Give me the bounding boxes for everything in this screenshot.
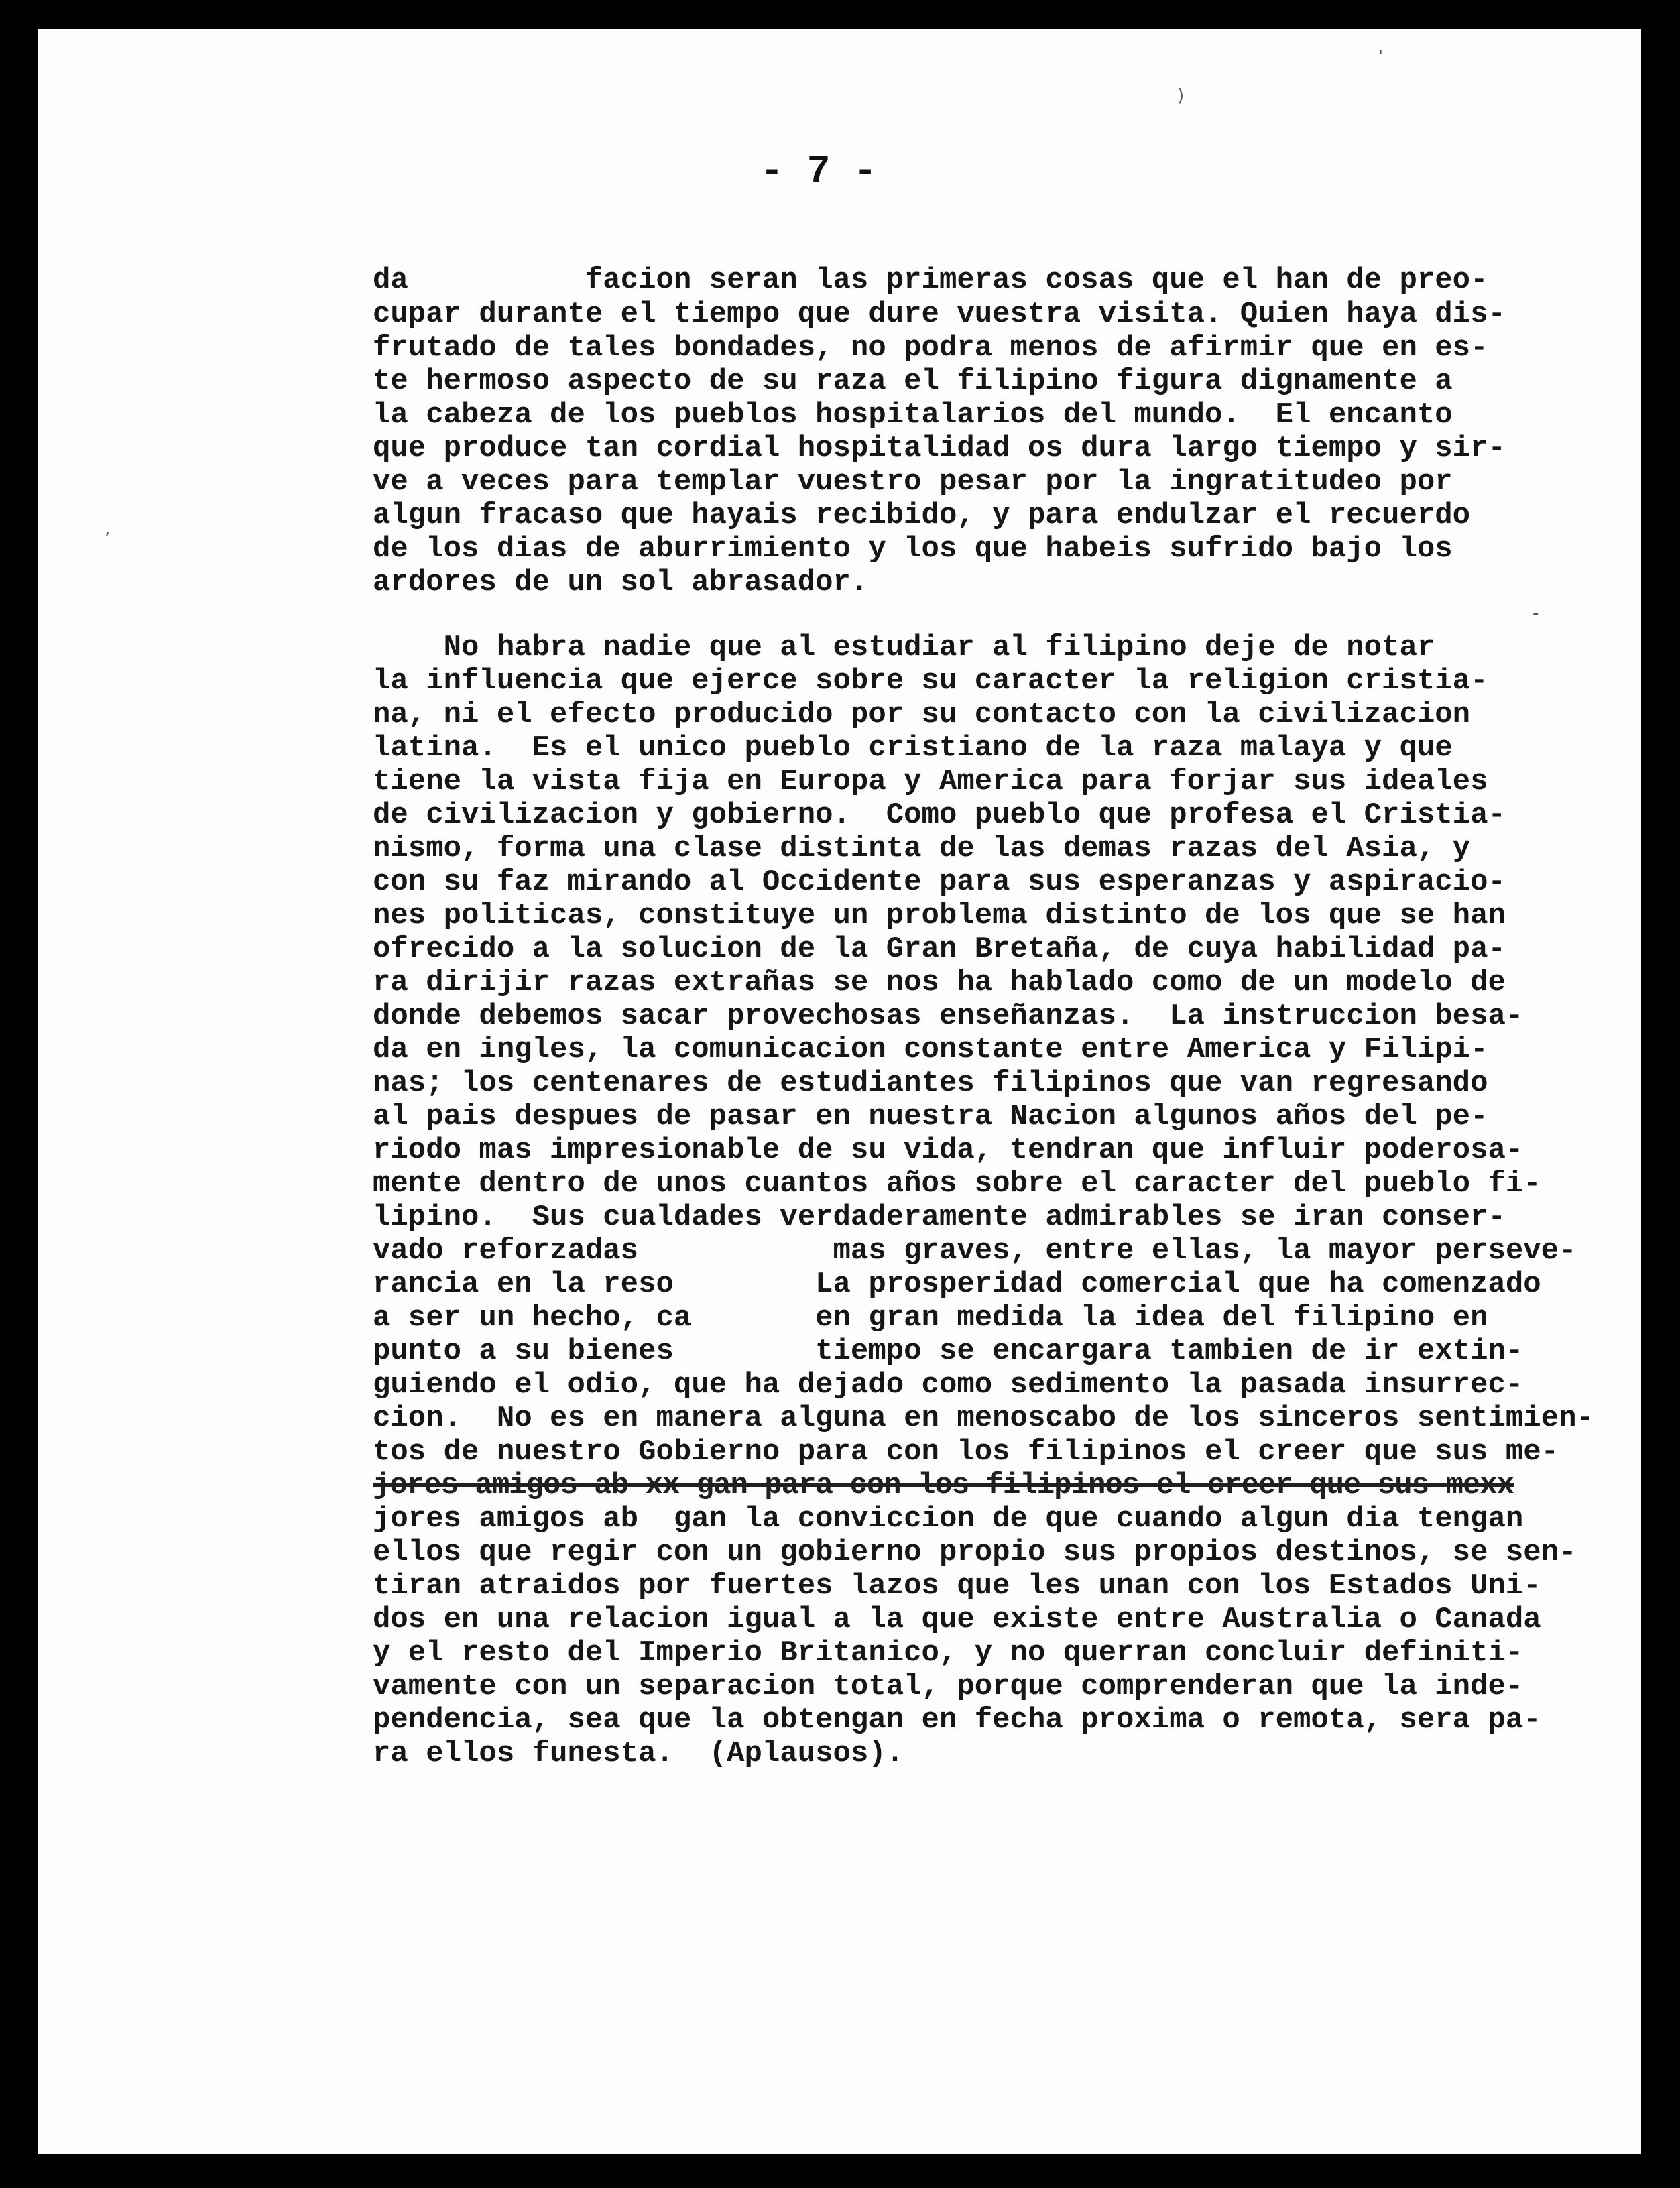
text-line: de los dias de aburrimiento y los que habeis sufrido bajo los <box>373 532 1453 566</box>
text-line: ra dirijir razas extrañas se nos ha hablado como de un modelo de <box>373 966 1506 999</box>
text-line: guiendo el odio, que ha dejado como sedimento la pasada insurrec- <box>373 1368 1524 1402</box>
text-line: que produce tan cordial hospitalidad os dura largo tiempo y sir- <box>373 432 1506 465</box>
text-line: algun fracaso que hayais recibido, y para endulzar el recuerdo <box>373 499 1471 532</box>
text-line: te hermoso aspecto de su raza el filipino figura dignamente a <box>373 365 1453 398</box>
text-line: ra ellos funesta. (Aplausos). <box>373 1737 904 1770</box>
text-line: de civilizacion y gobierno. Como pueblo que profesa el Cristia- <box>373 798 1506 832</box>
text-line: nismo, forma una clase distinta de las demas razas del Asia, y <box>373 832 1471 865</box>
text-line: lipino. Sus cualdades verdaderamente admirables se iran conser- <box>373 1201 1506 1234</box>
text-line: la influencia que ejerce sobre su caracter la religion cristia- <box>373 664 1488 698</box>
text-line: cion. No es en manera alguna en menoscabo de los sinceros sentimien- <box>373 1402 1594 1435</box>
text-line: tiran atraidos por fuertes lazos que les unan con los Estados Uni- <box>373 1569 1541 1603</box>
text-line: nas; los centenares de estudiantes filipinos que van regresando <box>373 1067 1488 1100</box>
text-line: cupar durante el tiempo que dure vuestra visita. Quien haya dis- <box>373 298 1506 331</box>
text-line: mente dentro de unos cuantos años sobre el caracter del pueblo fi- <box>373 1167 1541 1201</box>
text-line: ve a veces para templar vuestro pesar por la ingratitudeo por <box>373 465 1453 499</box>
text-line: jores amigos ab gan la conviccion de que cuando algun dia tengan <box>373 1502 1524 1536</box>
text-line: No habra nadie que al estudiar al filipino deje de notar <box>373 631 1435 664</box>
text-line: frutado de tales bondades, no podra menos de afirmir que en es- <box>373 331 1488 365</box>
text-line: punto a su bienes tiempo se encargara tambien de ir extin- <box>373 1335 1524 1368</box>
text-line: pendencia, sea que la obtengan en fecha proxima o remota, sera pa- <box>373 1703 1541 1737</box>
text-line: vamente con un separacion total, porque comprenderan que la inde- <box>373 1670 1524 1703</box>
page-number: - 7 - <box>760 150 878 194</box>
margin-mark: ) <box>1177 86 1185 106</box>
margin-mark: - <box>1533 603 1539 623</box>
text-line: na, ni el efecto producido por su contacto con la civilizacion <box>373 698 1471 731</box>
text-line: da facion seran las primeras cosas que el han de preo- <box>373 263 1488 297</box>
text-line: rancia en la reso La prosperidad comercial que ha comenzado <box>373 1268 1541 1301</box>
text-line: donde debemos sacar provechosas enseñanzas. La instruccion besa- <box>373 999 1524 1033</box>
text-line: a ser un hecho, ca en gran medida la idea del filipino en <box>373 1301 1488 1335</box>
text-line: ellos que regir con un gobierno propio sus propios destinos, se sen- <box>373 1536 1577 1569</box>
text-line: tiene la vista fija en Europa y America para forjar sus ideales <box>373 765 1488 798</box>
typed-page <box>38 29 1641 2154</box>
text-line: tos de nuestro Gobierno para con los filipinos el creer que sus me- <box>373 1435 1559 1469</box>
text-line: vado reforzadas mas graves, entre ellas, la mayor perseve- <box>373 1234 1577 1268</box>
margin-mark: ' <box>1378 47 1384 67</box>
text-line: dos en una relacion igual a la que existe entre Australia o Canada <box>373 1603 1541 1636</box>
text-line: da en ingles, la comunicacion constante entre America y Filipi- <box>373 1033 1488 1067</box>
text-line: la cabeza de los pueblos hospitalarios del mundo. El encanto <box>373 398 1453 432</box>
text-line: ardores de un sol abrasador. <box>373 566 869 599</box>
text-line: y el resto del Imperio Britanico, y no querran concluir definiti- <box>373 1636 1524 1670</box>
text-line: ofrecido a la solucion de la Gran Bretaña, de cuya habilidad pa- <box>373 932 1506 966</box>
text-line: con su faz mirando al Occidente para sus esperanzas y aspiracio- <box>373 865 1506 899</box>
text-line: nes politicas, constituye un problema distinto de los que se han <box>373 899 1506 932</box>
text-line: latina. Es el unico pueblo cristiano de la raza malaya y que <box>373 731 1453 765</box>
margin-mark: , <box>105 519 111 539</box>
text-line: riodo mas impresionable de su vida, tendran que influir poderosa- <box>373 1134 1524 1167</box>
struck-out-line: jores amigos ab xx gan para con los filipinos el creer que sus mexx <box>373 1469 1514 1502</box>
text-line: al pais despues de pasar en nuestra Nacion algunos años del pe- <box>373 1100 1488 1134</box>
